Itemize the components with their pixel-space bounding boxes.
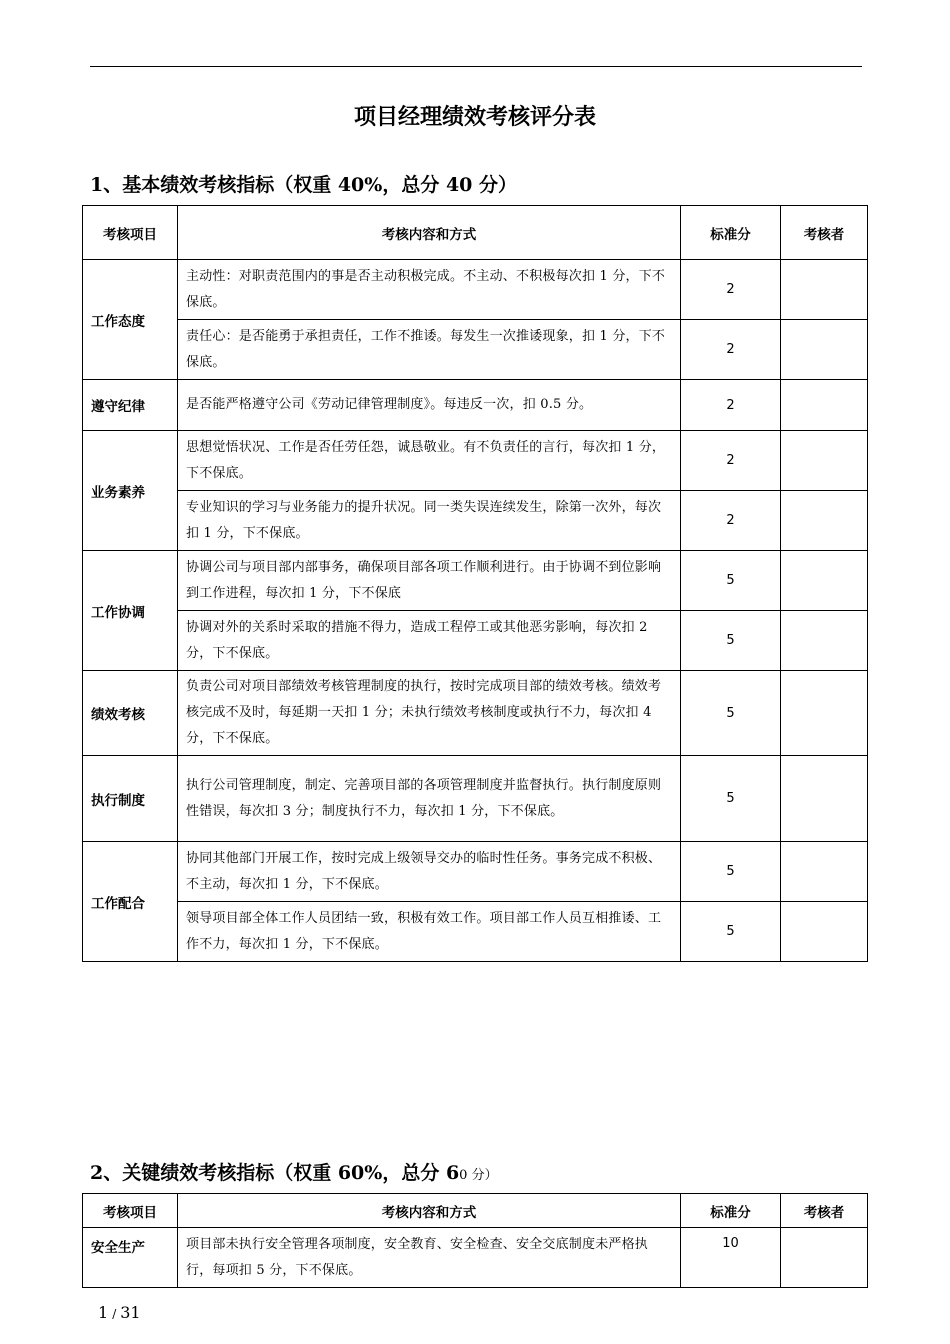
score-cell: 2 (681, 380, 781, 431)
evaluator-cell[interactable] (781, 611, 868, 671)
table-row (83, 756, 868, 842)
table-row (83, 260, 868, 320)
header-content: 考核内容和方式 (178, 1194, 681, 1228)
category-cell: 工作态度 (83, 260, 178, 380)
content-cell: 负责公司对项目部绩效考核管理制度的执行，按时完成项目部的绩效考核。绩效考核完成不及时，每延期一天扣 1 分；未执行绩效考核制度或执行不力，每次扣 4 分，下不保底。 (178, 671, 681, 756)
evaluator-cell[interactable] (781, 756, 868, 842)
content-cell: 执行公司管理制度，制定、完善项目部的各项管理制度并监督执行。执行制度原则性错误，每次扣 3 分；制度执行不力，每次扣 1 分，下不保底。 (178, 756, 681, 842)
section2-heading (90, 1158, 498, 1185)
table-header-row (83, 206, 868, 260)
category-cell: 工作配合 (83, 842, 178, 962)
table-row (83, 380, 868, 431)
evaluator-cell[interactable] (781, 380, 868, 431)
score-cell: 2 (681, 320, 781, 380)
content-cell: 主动性：对职责范围内的事是否主动积极完成。不主动、不积极每次扣 1 分，下不保底。 (178, 260, 681, 320)
header-content: 考核内容和方式 (178, 206, 681, 260)
table-row (83, 842, 868, 902)
table-row (83, 551, 868, 611)
table-header-row (83, 1194, 868, 1228)
evaluator-cell[interactable] (781, 1228, 868, 1288)
basic-kpi-table (82, 205, 868, 962)
evaluator-cell[interactable] (781, 320, 868, 380)
score-cell: 5 (681, 671, 781, 756)
category-cell: 安全生产 (83, 1228, 178, 1288)
content-cell: 协同其他部门开展工作，按时完成上级领导交办的临时性任务。事务完成不积极、不主动，每次扣 1 分，下不保底。 (178, 842, 681, 902)
evaluator-cell[interactable] (781, 260, 868, 320)
evaluator-cell[interactable] (781, 671, 868, 756)
table-row (83, 902, 868, 962)
content-cell: 协调公司与项目部内部事务，确保项目部各项工作顺利进行。由于协调不到位影响到工作进程，每次扣 1 分，下不保底 (178, 551, 681, 611)
content-cell: 责任心：是否能勇于承担责任，工作不推诿。每发生一次推诿现象，扣 1 分，下不保底。 (178, 320, 681, 380)
table-row (83, 1228, 868, 1288)
evaluator-cell[interactable] (781, 842, 868, 902)
content-cell: 是否能严格遵守公司《劳动记律管理制度》。每违反一次，扣 0.5 分。 (178, 380, 681, 431)
header-score: 标准分 (681, 206, 781, 260)
score-cell: 5 (681, 611, 781, 671)
header-evaluator: 考核者 (781, 1194, 868, 1228)
header-category: 考核项目 (83, 1194, 178, 1228)
category-cell: 遵守纪律 (83, 380, 178, 431)
section2-heading-tail: 0 分） (459, 1168, 498, 1183)
table-row (83, 671, 868, 756)
category-cell: 工作协调 (83, 551, 178, 671)
content-cell: 专业知识的学习与业务能力的提升状况。同一类失误连续发生，除第一次外，每次扣 1 分，下不保底。 (178, 491, 681, 551)
evaluator-cell[interactable] (781, 491, 868, 551)
page-total: 31 (120, 1303, 141, 1322)
category-cell: 业务素养 (83, 431, 178, 551)
evaluator-cell[interactable] (781, 431, 868, 491)
header-rule (90, 66, 862, 67)
score-cell: 5 (681, 551, 781, 611)
header-evaluator: 考核者 (781, 206, 868, 260)
page-separator: / (112, 1307, 117, 1321)
page-current: 1 (98, 1303, 109, 1322)
evaluator-cell[interactable] (781, 902, 868, 962)
score-cell: 10 (681, 1228, 781, 1288)
score-cell: 2 (681, 491, 781, 551)
table-row (83, 491, 868, 551)
header-category: 考核项目 (83, 206, 178, 260)
category-cell: 执行制度 (83, 756, 178, 842)
content-cell: 领导项目部全体工作人员团结一致，积极有效工作。项目部工作人员互相推诿、工作不力，每次扣 1 分，下不保底。 (178, 902, 681, 962)
section1-heading: 1、基本绩效考核指标（权重 40%，总分 40 分） (90, 174, 518, 196)
section2-heading-main: 2、关键绩效考核指标（权重 60%，总分 6 (90, 1162, 460, 1184)
score-cell: 5 (681, 902, 781, 962)
evaluator-cell[interactable] (781, 551, 868, 611)
content-cell: 思想觉悟状况、工作是否任劳任怨，诚恳敬业。有不负责任的言行，每次扣 1 分，下不保底。 (178, 431, 681, 491)
header-score: 标准分 (681, 1194, 781, 1228)
category-cell: 绩效考核 (83, 671, 178, 756)
table-row (83, 611, 868, 671)
table-row (83, 320, 868, 380)
key-kpi-table (82, 1193, 868, 1288)
document-title: 项目经理绩效考核评分表 (353, 104, 596, 130)
score-cell: 5 (681, 756, 781, 842)
score-cell: 2 (681, 431, 781, 491)
table-row (83, 431, 868, 491)
page-number (98, 1303, 141, 1322)
score-cell: 2 (681, 260, 781, 320)
content-cell: 项目部未执行安全管理各项制度，安全教育、安全检查、安全交底制度未严格执行，每项扣 5 分，下不保底。 (178, 1228, 681, 1288)
score-cell: 5 (681, 842, 781, 902)
content-cell: 协调对外的关系时采取的措施不得力，造成工程停工或其他恶劣影响，每次扣 2 分，下不保底。 (178, 611, 681, 671)
